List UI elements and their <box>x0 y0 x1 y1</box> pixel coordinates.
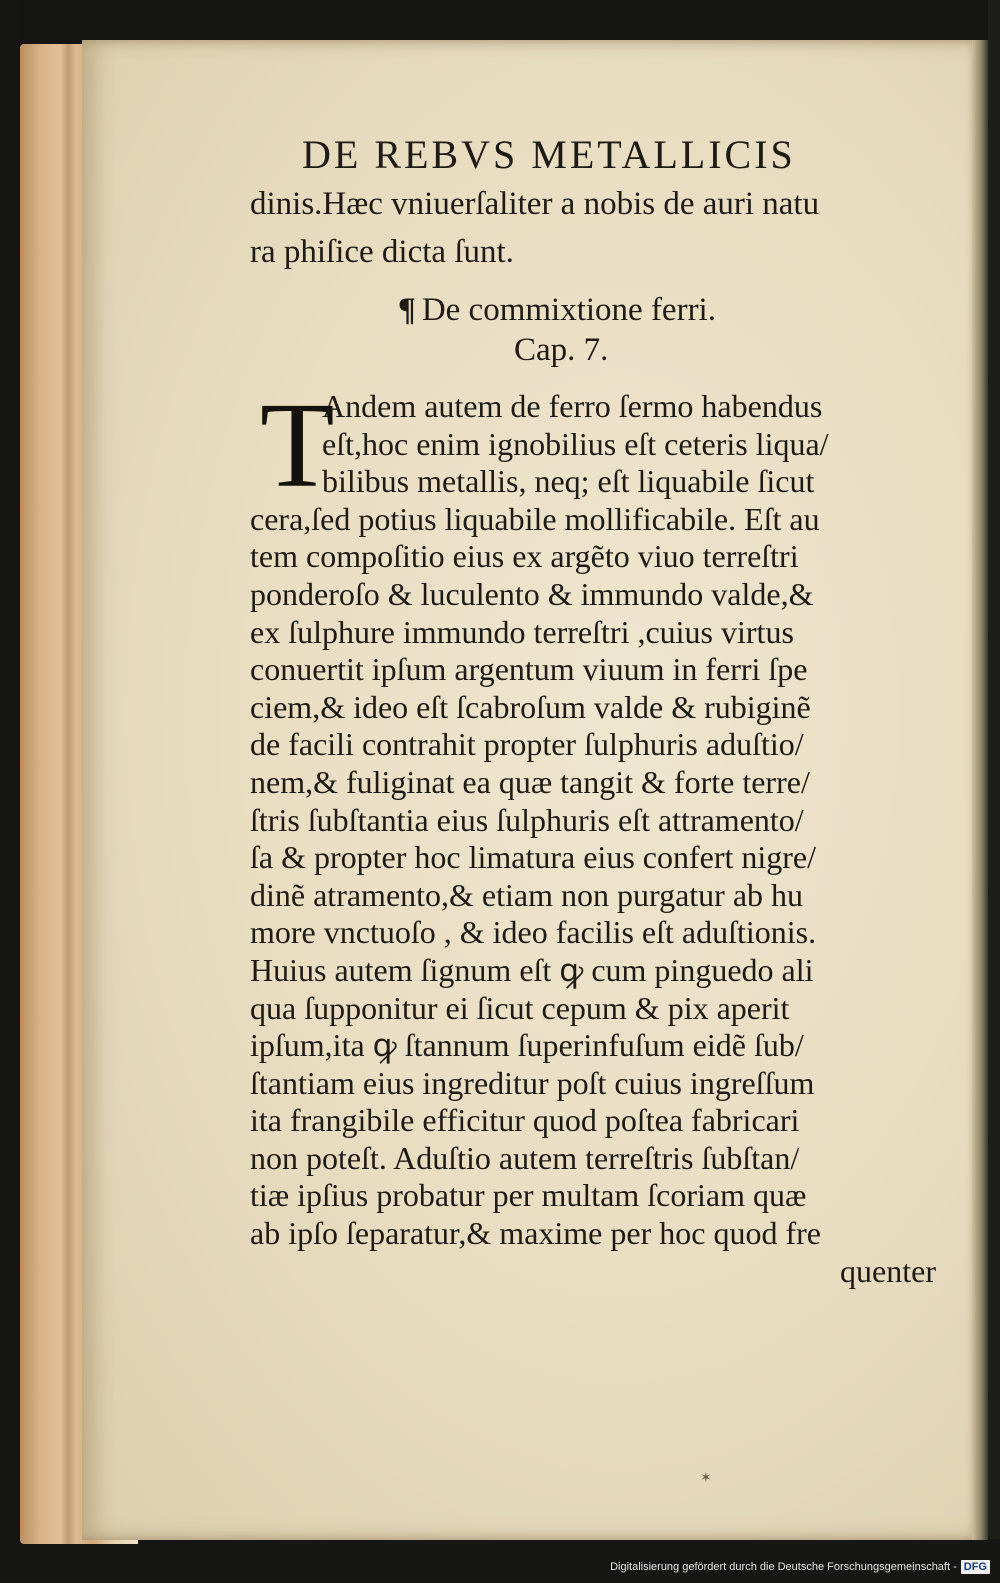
body-line: more vnctuoſo , & ideo facilis eſt aduſtionis. <box>250 914 817 951</box>
body-line: eſt,hoc enim ignobilius eſt ceteris liqua/ <box>322 425 829 462</box>
body-line: dinẽ atramento,& etiam non purgatur ab hu <box>250 876 804 913</box>
chapter-title <box>398 290 950 330</box>
intro-paragraph <box>250 180 950 276</box>
body-line: ita frangibile efficitur quod poſtea fabricari <box>250 1102 800 1139</box>
body-line: de facili contrahit propter ſulphuris aduſtio/ <box>250 726 804 763</box>
running-head: DE REBVS METALLICIS <box>302 132 796 177</box>
body-line: non poteſt. Aduſtio autem terreſtris ſubſtan/ <box>250 1139 800 1176</box>
body-line: ponderoſo & luculento & immundo valde,& <box>250 575 814 612</box>
body-line: nem,& fuliginat ea quæ tangit & forte terre/ <box>250 763 810 800</box>
chapter-title-text: De commixtione ferri. <box>421 292 716 328</box>
body-line: ſtris ſubſtantia eius ſulphuris eſt attramento/ <box>250 801 804 838</box>
body-line: Huius autem ſignum eſt ꝙ cum pinguedo ali <box>250 951 814 988</box>
digitization-credit-text: Digitalisierung gefördert durch die Deutsche Forschungsgemeinschaft - <box>610 1561 957 1573</box>
scanner-background-right <box>988 0 1000 1583</box>
body-line: ſa & propter hoc limatura eius confert nigre/ <box>250 839 817 876</box>
body-line: tem compoſitio eius ex argẽto viuo terreſtri <box>250 538 799 575</box>
body-line: conuertit ipſum argentum viuum in ferri ſpe <box>250 651 808 688</box>
scanner-background-left <box>0 0 20 1583</box>
pilcrow-icon: ¶ <box>398 292 416 328</box>
body-line: ab ipſo ſeparatur,& maxime per hoc quod fre <box>250 1215 821 1252</box>
gutter-shadow <box>60 44 76 1544</box>
body-line: tiæ ipſius probatur per multam ſcoriam quæ <box>250 1177 807 1214</box>
body-line: Andem autem de ferro ſermo habendus <box>322 388 823 424</box>
drop-cap: T <box>260 378 335 513</box>
body-line: ciem,& ideo eſt ſcabroſum valde & rubiginẽ <box>250 688 811 725</box>
body-line: ex ſulphure immundo terreſtri ,cuius virtus <box>250 613 794 650</box>
page-speck-mark: ✶ <box>700 1470 712 1486</box>
body-line: cera,ſed potius liquabile mollificabile. Eſt au <box>250 500 820 537</box>
catchword: quenter <box>840 1252 936 1289</box>
intro-line: dinis.Hæc vniuerſaliter a nobis de auri natu <box>250 186 820 222</box>
page-edge <box>972 40 988 1540</box>
body-line: ſtantiam eius ingreditur poſt cuius ingreſſum <box>250 1064 815 1101</box>
page-text-block <box>250 130 950 1290</box>
digitization-credit <box>600 1560 990 1574</box>
chapter-body <box>250 378 950 1290</box>
body-line: qua ſupponitur ei ſicut cepum & pix aperit <box>250 989 790 1026</box>
body-line: bilibus metallis, neq; eſt liquabile ſicut <box>322 463 815 500</box>
chapter-number: Cap. 7. <box>514 332 609 368</box>
body-line: ipſum,ita ꝙ ſtannum ſuperinfuſum eidẽ ſub/ <box>250 1027 804 1064</box>
intro-line: ra phiſice dicta ſunt. <box>250 234 514 270</box>
dfg-logo: DFG <box>961 1560 990 1574</box>
